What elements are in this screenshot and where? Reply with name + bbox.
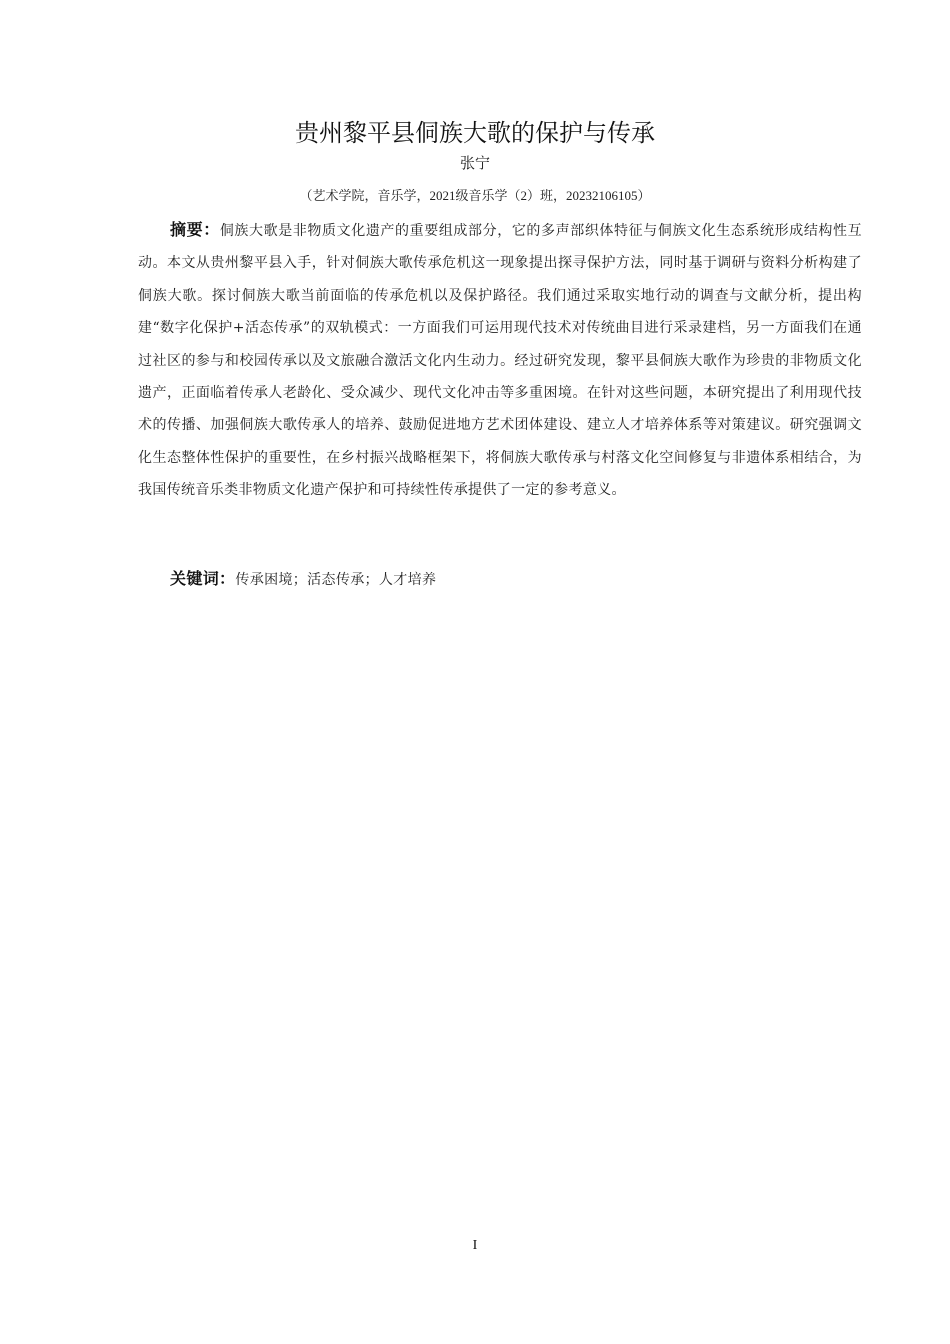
- abstract-label: 摘要：: [170, 220, 220, 239]
- paper-title: 贵州黎平县侗族大歌的保护与传承: [295, 119, 655, 147]
- abstract-paragraph: [138, 214, 862, 507]
- keywords-label: 关键词：: [170, 569, 236, 588]
- keywords-body: 传承困境；活态传承；人才培养: [235, 572, 437, 588]
- abstract-body: 侗族大歌是非物质文化遗产的重要组成部分，它的多声部织体特征与侗族文化生态系统形成结构性互动。本文从贵州黎平县入手，针对侗族大歌传承危机这一现象提出探寻保护方法，同时基于调研与资料分析构建了侗族大歌。探讨侗族大歌当前面临的传承危机以及保护路径。我们通过采取实地行动的调查与文献分析，提出构建“数字化保护+活态传承”的双轨模式：一方面我们可运用现代技术对传统曲目进行采录建档，另一方面我们在通过社区的参与和校园传承以及文旅融合激活文化内生动力。经过研究发现，黎平县侗族大歌作为珍贵的非物质文化遗产，正面临着传承人老龄化、受众减少、现代文化冲击等多重困境。在针对这些问题，本研究提出了利用现代技术的传播、加强侗族大歌传承人的培养、鼓励促进地方艺术团体建设、建立人才培养体系等对策建议。研究强调文化生态整体性保护的重要性，在乡村振兴战略框架下，将侗族大歌传承与村落文化空间修复与非遗体系相结合，为我国传统音乐类非物质文化遗产保护和可持续性传承提供了一定的参考意义。: [138, 223, 862, 499]
- page-number: I: [472, 1238, 478, 1253]
- author-name: 张宁: [459, 154, 490, 172]
- keywords-paragraph: [170, 563, 860, 596]
- author-affiliation: （艺术学院，音乐学，2021级音乐学（2）班，20232106105）: [299, 188, 651, 203]
